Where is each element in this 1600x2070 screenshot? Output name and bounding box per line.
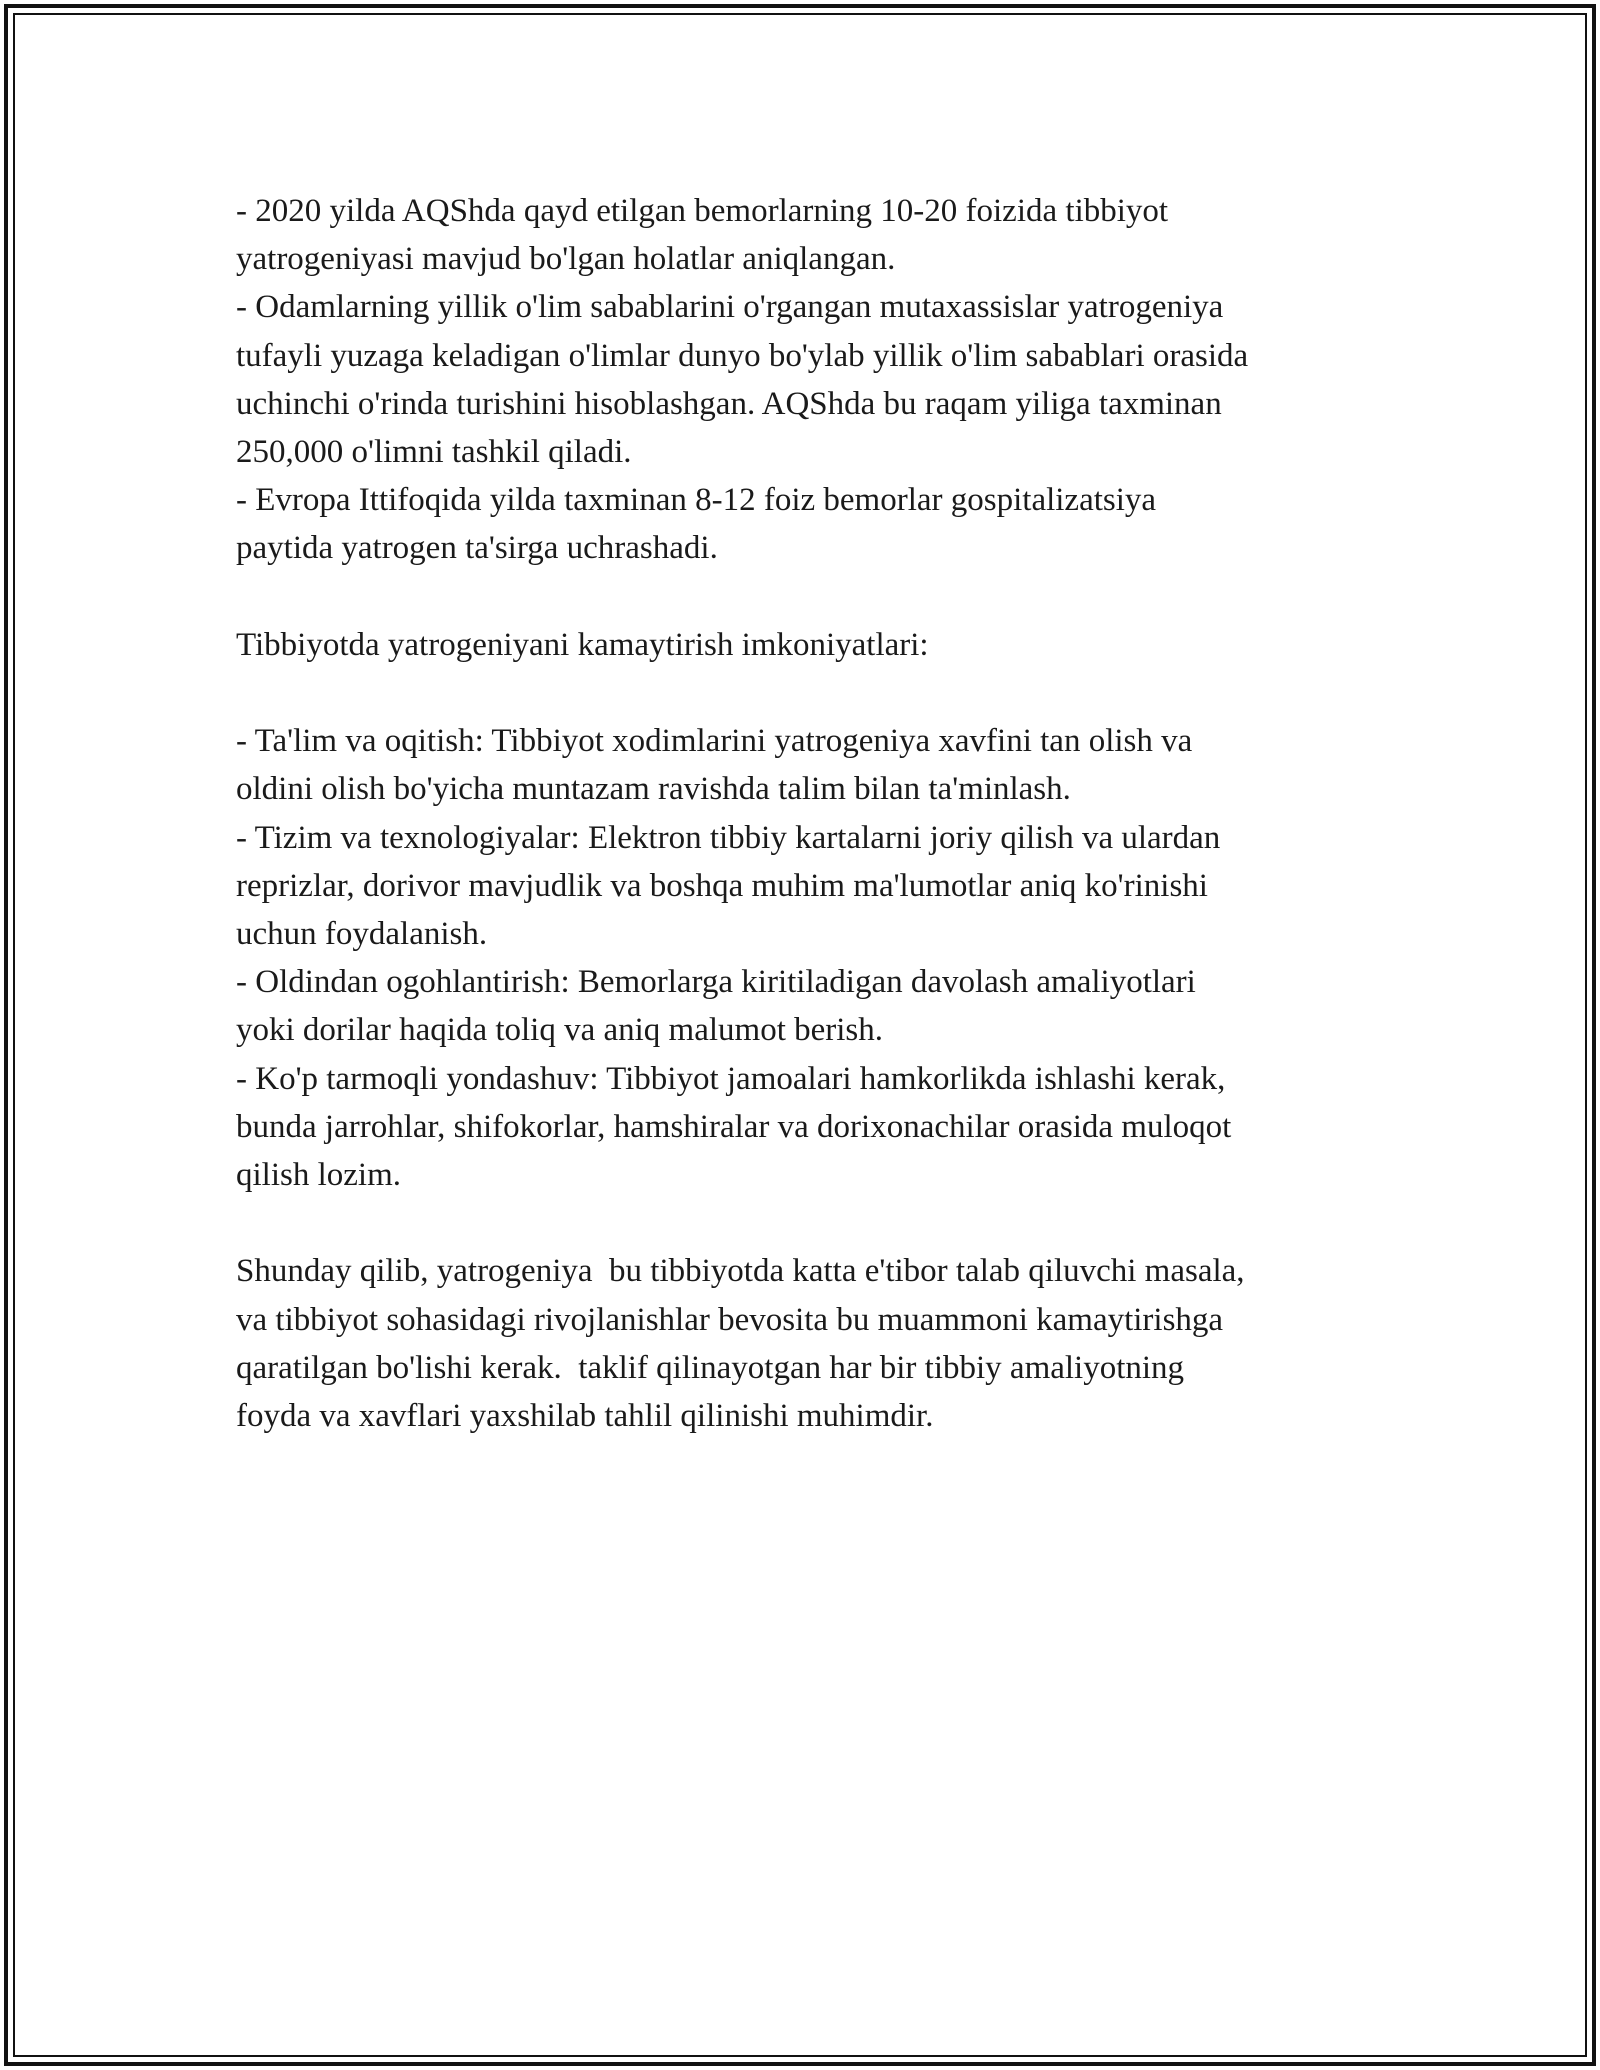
text-line: qilish lozim. bbox=[236, 1157, 401, 1194]
section-heading bbox=[236, 621, 1386, 669]
text-line: Shunday qilib, yatrogeniya bu tibbiyotda katta e'tibor talab qiluvchi masala, bbox=[236, 1253, 1245, 1290]
blank-line bbox=[236, 573, 1386, 621]
text-line: paytida yatrogen ta'sirga uchrashadi. bbox=[236, 530, 718, 567]
blank-line bbox=[236, 1199, 1386, 1247]
stat-paragraph-mortality bbox=[236, 283, 1386, 476]
text-line: - Evropa Ittifoqida yilda taxminan 8-12 foiz bemorlar gospitalizatsiya bbox=[236, 482, 1157, 519]
conclusion-paragraph bbox=[236, 1247, 1386, 1440]
text-line: - Tizim va texnologiyalar: Elektron tibbiy kartalarni joriy qilish va ulardan bbox=[236, 819, 1221, 856]
blank-line bbox=[236, 669, 1386, 717]
measure-systems bbox=[236, 814, 1386, 959]
document-body bbox=[236, 187, 1386, 1440]
text-line: 250,000 o'limni tashkil qiladi. bbox=[236, 434, 632, 471]
text-line: - Oldindan ogohlantirish: Bemorlarga kiritiladigan davolash amaliyotlari bbox=[236, 964, 1196, 1001]
text-line: qaratilgan bo'lishi kerak. taklif qilinayotgan har bir tibbiy amaliyotning bbox=[236, 1349, 1185, 1386]
text-line: foyda va xavflari yaxshilab tahlil qilinishi muhimdir. bbox=[236, 1398, 934, 1435]
text-line: - Ko'p tarmoqli yondashuv: Tibbiyot jamoalari hamkorlikda ishlashi kerak, bbox=[236, 1060, 1226, 1097]
text-line: uchinchi o'rinda turishini hisoblashgan. AQShda bu raqam yiliga taxminan bbox=[236, 385, 1222, 422]
text-line: yatrogeniyasi mavjud bo'lgan holatlar aniqlangan. bbox=[236, 241, 896, 278]
text-line: - Ta'lim va oqitish: Tibbiyot xodimlarini yatrogeniya xavfini tan olish va bbox=[236, 723, 1193, 760]
text-line: uchun foydalanish. bbox=[236, 916, 488, 953]
stat-paragraph-eu bbox=[236, 476, 1386, 572]
text-line: bunda jarrohlar, shifokorlar, hamshiralar va dorixonachilar orasida muloqot bbox=[236, 1108, 1232, 1145]
text-line: - 2020 yilda AQShda qayd etilgan bemorlarning 10-20 foizida tibbiyot bbox=[236, 193, 1169, 229]
stat-paragraph-2020-usa bbox=[236, 187, 1386, 283]
measure-multidisciplinary bbox=[236, 1055, 1386, 1200]
text-line: - Odamlarning yillik o'lim sabablarini o'rgangan mutaxassislar yatrogeniya bbox=[236, 289, 1224, 326]
measure-warning bbox=[236, 958, 1386, 1054]
text-line: va tibbiyot sohasidagi rivojlanishlar bevosita bu muammoni kamaytirishga bbox=[236, 1301, 1224, 1338]
text-line: yoki dorilar haqida toliq va aniq malumot berish. bbox=[236, 1012, 884, 1049]
text-line: oldini olish bo'yicha muntazam ravishda talim bilan ta'minlash. bbox=[236, 771, 1071, 808]
measure-education bbox=[236, 717, 1386, 813]
text-line: reprizlar, dorivor mavjudlik va boshqa muhim ma'lumotlar aniq ko'rinishi bbox=[236, 867, 1208, 904]
text-line: tufayli yuzaga keladigan o'limlar dunyo bo'ylab yillik o'lim sabablari orasida bbox=[236, 337, 1249, 374]
heading-text: Tibbiyotda yatrogeniyani kamaytirish imkoniyatlari: bbox=[236, 626, 929, 663]
